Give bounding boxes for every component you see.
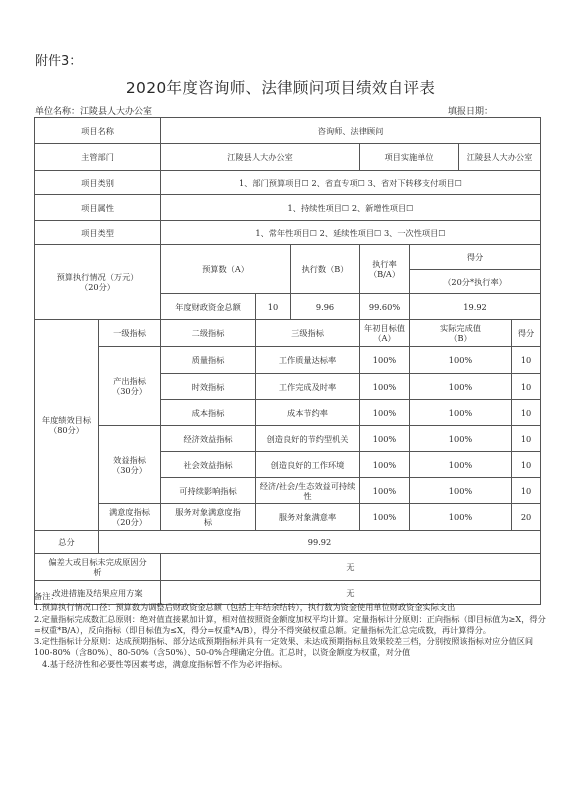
target-cell: 100% — [360, 478, 410, 504]
page-title: 2020年度咨询师、法律顾问项目绩效自评表 — [125, 79, 436, 97]
note-4: 4.基于经济性和必要性等因素考虑，满意度指标暂不作为必评指标。 — [42, 658, 288, 669]
table-row — [35, 347, 541, 374]
level2-cell: 质量指标 — [161, 347, 256, 374]
deviation-row — [35, 554, 541, 581]
attribute-label: 项目属性 — [35, 195, 161, 221]
note-1: 1.预算执行情况口径：预算数为调整后财政资金总额（包括上年结余结转），执行数为资金使用单位财政资金实际支出 — [34, 602, 456, 613]
target-header: 年初目标值 （A） — [360, 320, 410, 347]
level3-header: 三级指标 — [256, 320, 360, 347]
score-cell: 10 — [512, 347, 541, 374]
note-3: 3.定性指标计分原则：达成预期指标、部分达成预期指标并具有一定效果、未达成预期指标且效果较差三档，分别按照该指标对应分值区间100-80%（含80%）、80-50%（含50%）、50-0%合理确定分值。汇总时，以资金额度为权重，对分值 — [34, 636, 534, 658]
attribute-row — [35, 195, 541, 221]
actual-cell: 100% — [410, 504, 512, 531]
level3-cell: 创造良好的节约型机关 — [256, 426, 360, 452]
unit-name: 单位名称：江陵县人大办公室 — [35, 107, 153, 117]
budget-score-value: 19.92 — [410, 294, 541, 320]
level3-cell: 经济/社会/生态效益可持续性 — [256, 478, 360, 504]
score-cell: 10 — [512, 478, 541, 504]
project-type-value: 1、常年性项目☐ 2、延续性项目☐ 3、一次性项目☐ — [161, 221, 541, 245]
budget-score-header: 得分 — [410, 245, 541, 270]
deviation-label: 偏差大或目标未完成原因分 析 — [35, 554, 161, 581]
score-cell: 10 — [512, 426, 541, 452]
actual-cell: 100% — [410, 374, 512, 400]
level3-cell: 服务对象满意率 — [256, 504, 360, 531]
actual-header: 实际完成值 （B） — [410, 320, 512, 347]
target-cell: 100% — [360, 504, 410, 531]
target-cell: 100% — [360, 347, 410, 374]
notes-section — [34, 591, 546, 670]
dept-value: 江陵县人大办公室 — [161, 144, 360, 171]
actual-cell: 100% — [410, 478, 512, 504]
level2-cell: 可持续影响指标 — [161, 478, 256, 504]
impl-unit-value: 江陵县人大办公室 — [459, 144, 541, 171]
actual-cell: 100% — [410, 426, 512, 452]
execution-rate-value: 99.60% — [360, 294, 410, 320]
category-label: 项目类别 — [35, 171, 161, 195]
level1-header: 一级指标 — [99, 320, 161, 347]
fill-date-label: 填报日期： — [448, 107, 494, 117]
annual-fund-label: 年度财政资金总额 — [161, 294, 256, 320]
execution-rate-header: 执行率 （B/A） — [360, 245, 410, 294]
level2-cell: 经济效益指标 — [161, 426, 256, 452]
project-name-value: 咨询师、法律顾问 — [161, 118, 541, 144]
project-type-label: 项目类型 — [35, 221, 161, 245]
category-value: 1、部门预算项目☐ 2、省直专项☐ 3、省对下转移支付项目☐ — [161, 171, 541, 195]
actual-cell: 100% — [410, 347, 512, 374]
target-cell: 100% — [360, 374, 410, 400]
total-value: 99.92 — [99, 531, 541, 554]
budget-label: 预算执行情况（万元） （20分） — [35, 245, 161, 320]
total-row — [35, 531, 541, 554]
project-type-row — [35, 221, 541, 245]
level2-cell: 时效指标 — [161, 374, 256, 400]
output-indicator-label: 产出指标 （30分） — [99, 347, 161, 426]
improvement-value: 无 — [161, 581, 541, 605]
table-row — [35, 504, 541, 531]
note-2: 2.定量指标完成数汇总原则：绝对值直接累加计算，相对值按照资金额度加权平均计算。定量指标计分原则：正向指标（即目标值为≥X，得分=权重*B/A），反向指标（即目标值为≤X，得分=权重*A/B），得分不得突破权重总额。定量指标先汇总完成数，再计算得分。 — [34, 613, 546, 635]
level2-cell: 服务对象满意度指 标 — [161, 504, 256, 531]
satisfaction-indicator-label: 满意度指标 （20分） — [99, 504, 161, 531]
target-cell: 100% — [360, 400, 410, 426]
score-cell: 10 — [512, 374, 541, 400]
total-label: 总分 — [35, 531, 99, 554]
level3-cell: 创造良好的工作环境 — [256, 452, 360, 478]
budget-score-formula: （20分*执行率） — [410, 270, 541, 294]
benefit-indicator-label: 效益指标 （30分） — [99, 426, 161, 504]
attribute-value: 1、持续性项目☐ 2、新增性项目☐ — [161, 195, 541, 221]
table-row — [35, 426, 541, 452]
level3-cell: 工作完成及时率 — [256, 374, 360, 400]
project-name-row — [35, 118, 541, 144]
level2-cell: 成本指标 — [161, 400, 256, 426]
budget-header-row — [35, 245, 541, 270]
score-cell: 10 — [512, 400, 541, 426]
performance-header-row — [35, 320, 541, 347]
budget-amount-header: 预算数（A） — [161, 245, 291, 294]
category-row — [35, 171, 541, 195]
level2-cell: 社会效益指标 — [161, 452, 256, 478]
notes-title: 备注： — [34, 591, 59, 601]
level3-cell: 工作质量达标率 — [256, 347, 360, 374]
score-header: 得分 — [512, 320, 541, 347]
actual-cell: 100% — [410, 452, 512, 478]
execution-value: 9.96 — [291, 294, 360, 320]
budget-value: 10 — [256, 294, 291, 320]
impl-unit-label: 项目实施单位 — [360, 144, 459, 171]
improvement-label: 改进措施及结果应用方案 — [35, 581, 161, 605]
score-cell: 20 — [512, 504, 541, 531]
dept-row — [35, 144, 541, 171]
target-cell: 100% — [360, 452, 410, 478]
performance-label: 年度绩效目标 （80分） — [35, 320, 99, 531]
target-cell: 100% — [360, 426, 410, 452]
project-name-label: 项目名称 — [35, 118, 161, 144]
execution-amount-header: 执行数（B） — [291, 245, 360, 294]
evaluation-table — [34, 117, 541, 605]
attachment-label: 附件3： — [35, 54, 83, 69]
dept-label: 主管部门 — [35, 144, 161, 171]
level3-cell: 成本节约率 — [256, 400, 360, 426]
deviation-value: 无 — [161, 554, 541, 581]
score-cell: 10 — [512, 452, 541, 478]
actual-cell: 100% — [410, 400, 512, 426]
level2-header: 二级指标 — [161, 320, 256, 347]
